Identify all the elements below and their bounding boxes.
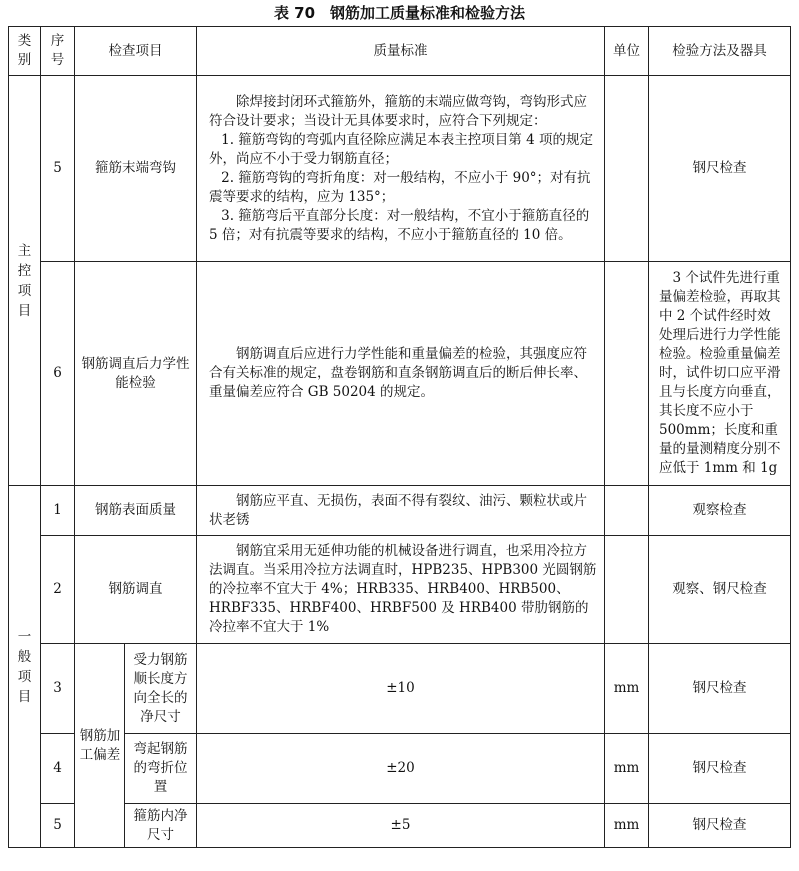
group-label: 钢筋加工偏差 [79, 727, 121, 763]
standard-intro: 除焊接封闭环式箍筋外，箍筋的末端应做弯钩，弯钩形式应符合设计要求；当设计无具体要求时，应符合下列规定： [209, 93, 587, 129]
table-row [9, 262, 791, 486]
table-row [9, 486, 791, 536]
standard-cell [197, 76, 605, 262]
header-category: 类别 [9, 27, 41, 76]
standard-item: 3. 箍筋弯后平直部分长度：对一般结构，不宜小于箍筋直径的 5 倍；对有抗震等要求的结构，不应小于箍筋直径的 10 倍。 [209, 207, 590, 243]
unit-cell: mm [605, 734, 649, 804]
seq-cell: 4 [41, 734, 75, 804]
unit-cell [605, 486, 649, 536]
method-cell: 钢尺检查 [649, 644, 791, 734]
category-main-label: 主控项目 [17, 242, 32, 319]
standard-item: 2. 箍筋弯钩的弯折角度：对一般结构，不应小于 90°；对有抗震等要求的结构，应为 135°； [209, 169, 591, 205]
standard-item: 1. 箍筋弯钩的弯弧内直径除应满足本表主控项目第 4 项的规定外，尚应不小于受力钢筋直径； [209, 131, 593, 167]
standard-text: 钢筋应平直、无损伤，表面不得有裂纹、油污、颗粒状或片状老锈 [209, 492, 587, 528]
table-row [9, 536, 791, 644]
unit-cell [605, 262, 649, 486]
seq-cell: 3 [41, 644, 75, 734]
standard-cell [197, 486, 605, 536]
category-main [9, 76, 41, 486]
unit-cell: mm [605, 804, 649, 848]
method-cell [649, 262, 791, 486]
unit-cell: mm [605, 644, 649, 734]
seq-cell: 6 [41, 262, 75, 486]
unit-cell [605, 536, 649, 644]
header-method: 检验方法及器具 [649, 27, 791, 76]
seq-cell: 5 [41, 76, 75, 262]
method-cell: 钢尺检查 [649, 734, 791, 804]
item-cell: 钢筋表面质量 [75, 486, 197, 536]
item-cell: 箍筋末端弯钩 [75, 76, 197, 262]
table-row [9, 644, 791, 734]
group-label-cell [75, 644, 125, 848]
item-cell: 箍筋内净尺寸 [125, 804, 197, 848]
method-cell: 观察、钢尺检查 [649, 536, 791, 644]
standard-cell: ±5 [197, 804, 605, 848]
item-cell: 弯起钢筋的弯折位置 [125, 734, 197, 804]
quality-standards-table [8, 26, 791, 848]
header-row [9, 27, 791, 76]
table-title: 表 70 钢筋加工质量标准和检验方法 [273, 4, 526, 22]
standard-cell [197, 536, 605, 644]
category-general-label: 一般项目 [17, 628, 32, 705]
standard-text: 钢筋调直后应进行力学性能和重量偏差的检验，其强度应符合有关标准的规定，盘卷钢筋和直条钢筋调直后的断后伸长率、重量偏差应符合 GB 50204 的规定。 [209, 346, 587, 400]
standard-text: 钢筋宜采用无延伸功能的机械设备进行调直，也采用冷拉方法调直。当采用冷拉方法调直时，HPB235、HPB300 光圆钢筋的冷拉率不宜大于 4%；HRB335、HRB400、HRB500、HRBF335、HRBF400、HRBF500 及 HRB400 带肋钢筋的冷拉率不宜大于 1% [209, 543, 597, 635]
item-cell: 钢筋调直 [75, 536, 197, 644]
table-row [9, 804, 791, 848]
unit-cell [605, 76, 649, 262]
seq-cell: 2 [41, 536, 75, 644]
standard-cell [197, 262, 605, 486]
header-item: 检查项目 [75, 27, 197, 76]
seq-cell: 5 [41, 804, 75, 848]
item-cell: 钢筋调直后力学性能检验 [75, 262, 197, 486]
table-row [9, 734, 791, 804]
standard-cell: ±10 [197, 644, 605, 734]
seq-cell: 1 [41, 486, 75, 536]
header-seq: 序号 [41, 27, 75, 76]
method-cell: 钢尺检查 [649, 76, 791, 262]
category-general [9, 486, 41, 848]
standard-cell: ±20 [197, 734, 605, 804]
method-cell: 钢尺检查 [649, 804, 791, 848]
method-text: 3 个试件先进行重量偏差检验，再取其中 2 个试件经时效处理后进行力学性能检验。检验重量偏差时，试件切口应平滑且与长度方向垂直，其长度不应小于 500mm；长度和重量的量测精度分别不应低于 1mm 和 1g [659, 270, 781, 476]
method-cell: 观察检查 [649, 486, 791, 536]
header-unit: 单位 [605, 27, 649, 76]
item-cell: 受力钢筋顺长度方向全长的净尺寸 [125, 644, 197, 734]
table-row [9, 76, 791, 262]
header-standard: 质量标准 [197, 27, 605, 76]
